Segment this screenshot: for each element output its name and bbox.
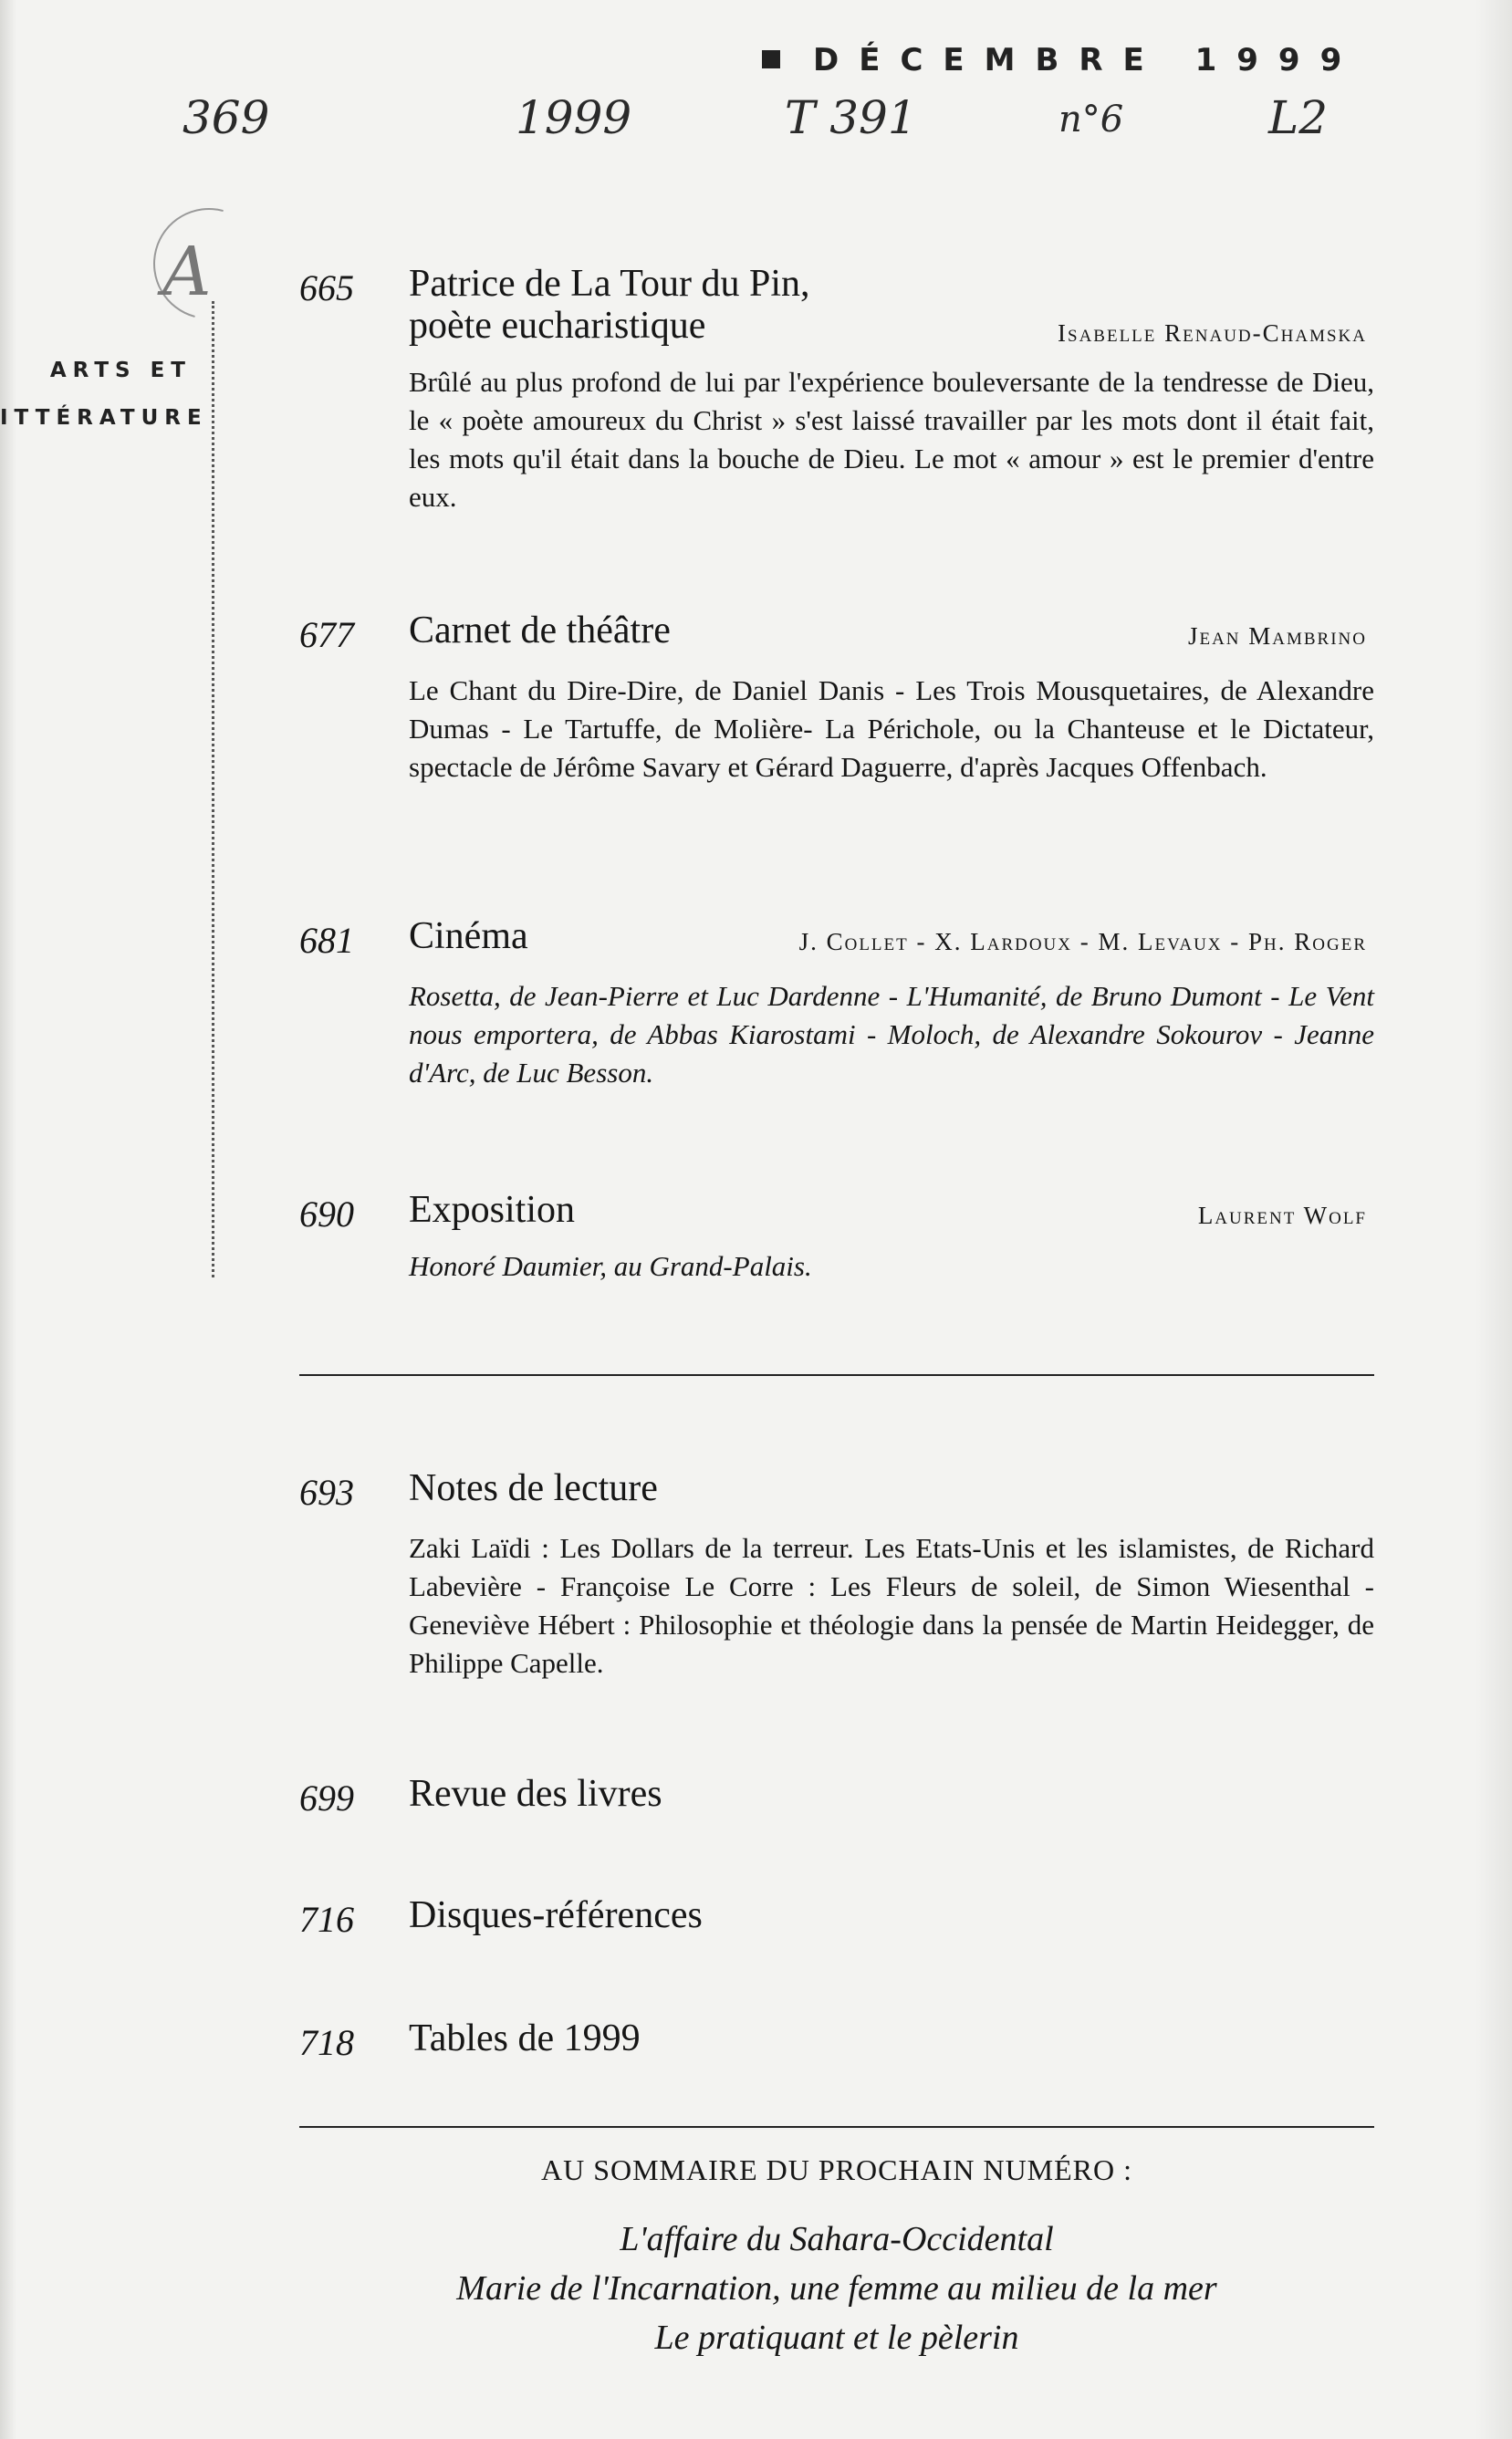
rubric-label: ARTS ET ITTÉRATURE (0, 359, 208, 430)
rubric-letter: A (162, 233, 212, 311)
entry-title: Exposition (409, 1189, 576, 1231)
entry-page-number: 677 (299, 614, 354, 655)
entry-page-number: 693 (299, 1472, 354, 1513)
entry-title: Disques-références (409, 1894, 703, 1936)
next-issue-item: Marie de l'Incarnation, une femme au milieu de la mer (456, 2269, 1217, 2308)
toc-entry[interactable] (299, 610, 1376, 847)
entry-description: Rosetta, de Jean-Pierre et Luc Dardenne - L'Humanité, de Bruno Dumont - Le Vent nous emportera, de Abbas Kiarostami - Moloch, de Alexandre Sokourov - Jeanne d'Arc, de Luc Besson. (409, 980, 1374, 1089)
annotation: n°6 (1058, 99, 1124, 141)
entry-page-number: 699 (299, 1777, 354, 1819)
issue-header (762, 42, 1373, 78)
next-issue-item: L'affaire du Sahara-Occidental (620, 2220, 1054, 2258)
entry-author: Laurent Wolf (1197, 1202, 1367, 1229)
section-divider (299, 2126, 1374, 2128)
issue-date: DÉCEMBRE 1999 (813, 42, 1362, 78)
entry-page-number: 681 (299, 920, 354, 961)
header-bullet-icon (762, 50, 780, 68)
toc-entry[interactable] (299, 1467, 1376, 1686)
page-edge-right (1476, 0, 1512, 2439)
annotation: T 391 (785, 91, 917, 144)
handwritten-annotations (182, 91, 1396, 155)
entry-page-number: 690 (299, 1193, 354, 1235)
toc-entry[interactable] (299, 1773, 1376, 1824)
toc-entry[interactable] (299, 263, 1376, 564)
section-divider (299, 1374, 1374, 1376)
entry-title: Carnet de théâtre (409, 610, 671, 651)
entry-page-number: 665 (299, 267, 354, 308)
entry-description: Brûlé au plus profond de lui par l'expérience bouleversante de la tendresse de Dieu, le « poète amoureux du Christ » s'est laissé travailler par les mots dont il était fait, les mots qu'il était dans la bouche de Dieu. Le mot « amour » est le premier d'entre eux. (409, 366, 1374, 513)
entry-title: Patrice de La Tour du Pin, poète eucharistique (409, 263, 810, 347)
toc-entry[interactable] (299, 1894, 1376, 1945)
entry-author: Jean Mambrino (1187, 622, 1367, 650)
entry-title: Cinéma (409, 915, 528, 957)
entry-title: Notes de lecture (409, 1467, 658, 1509)
toc-entry[interactable] (299, 2017, 1376, 2069)
annotation: L2 (1268, 91, 1329, 144)
entry-title: Revue des livres (409, 1773, 662, 1815)
next-issue-heading: AU SOMMAIRE DU PROCHAIN NUMÉRO : (540, 2153, 1133, 2186)
entry-description: Zaki Laïdi : Les Dollars de la terreur. Les Etats-Unis et les islamistes, de Richard Labevière - Françoise Le Corre : Les Fleurs de soleil, de Simon Wiesenthal - Geneviève Hébert : Philosophie et théologie dans la pensée de Martin Heidegger, de Philippe Capelle. (409, 1532, 1374, 1679)
annotation: 369 (182, 91, 270, 144)
entry-page-number: 718 (299, 2022, 354, 2063)
entry-page-number: 716 (299, 1899, 354, 1940)
toc-entry[interactable] (299, 1189, 1376, 1298)
annotation: 1999 (516, 91, 632, 144)
entry-description: Honoré Daumier, au Grand-Palais. (409, 1250, 812, 1282)
toc-entry[interactable] (299, 915, 1376, 1098)
entry-author: Isabelle Renaud-Chamska (1058, 319, 1367, 347)
entry-title: Tables de 1999 (409, 2017, 641, 2059)
entry-description: Le Chant du Dire-Dire, de Daniel Danis - Les Trois Mousquetaires, de Alexandre Dumas - Le Tartuffe, de Molière- La Périchole, ou la Chanteuse et le Dictateur, spectacle de Jérôme Savary et Gérard Daguerre, d'après Jacques Offenbach. (409, 674, 1374, 783)
rubric-dotted-line (212, 301, 214, 1277)
entry-author: J. Collet - X. Lardoux - M. Levaux - Ph. Roger (798, 928, 1367, 955)
next-issue-item: Le pratiquant et le pèlerin (654, 2319, 1019, 2357)
